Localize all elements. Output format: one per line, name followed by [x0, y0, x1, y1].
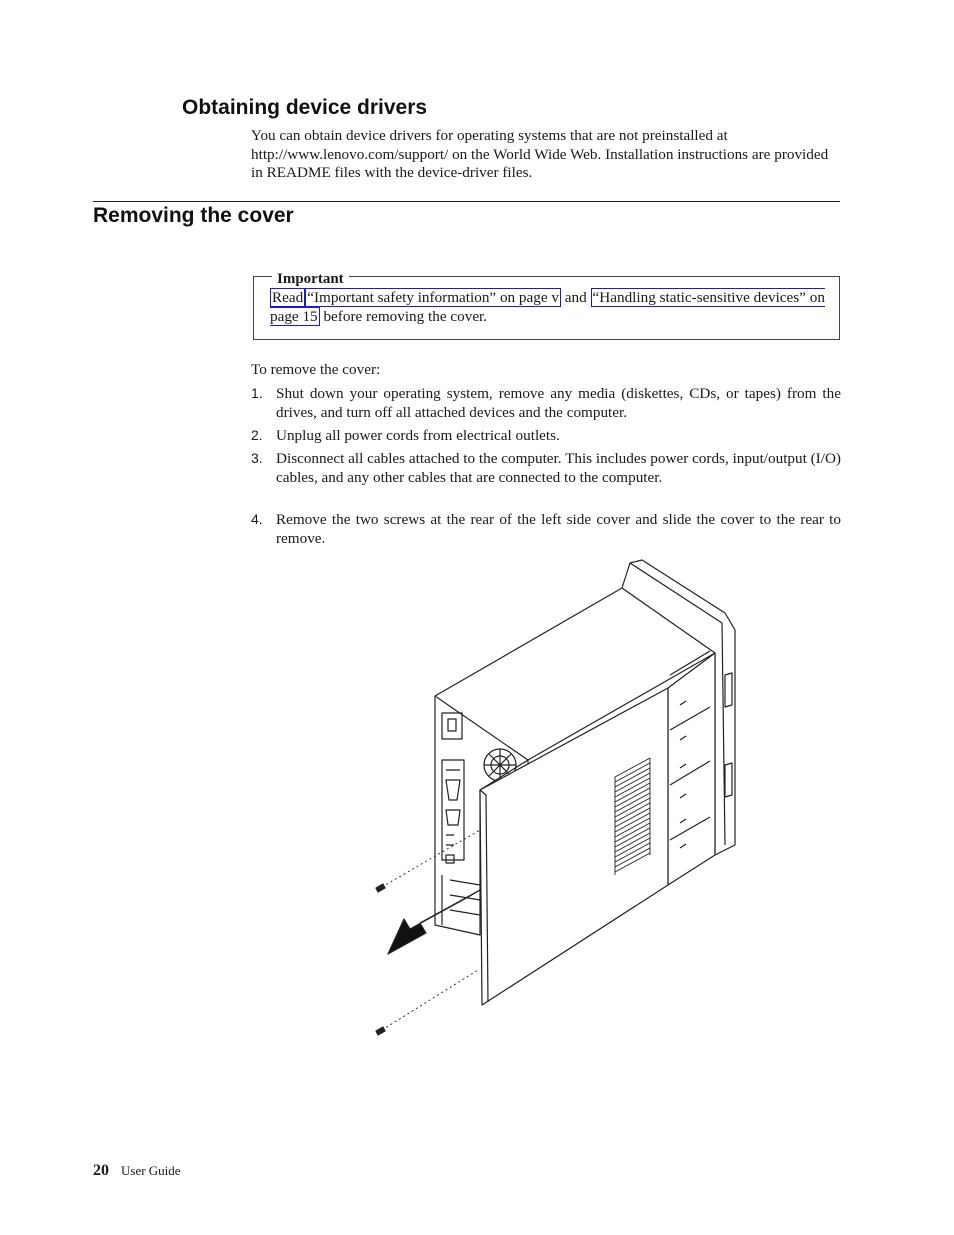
section-heading-drivers: Obtaining device drivers — [182, 96, 428, 119]
step-number: 3. — [251, 450, 263, 466]
step-item — [251, 384, 841, 422]
read-link[interactable]: Read — [272, 289, 304, 306]
step-number: 2. — [251, 427, 263, 443]
important-notice-text — [270, 288, 830, 326]
safety-info-link[interactable]: “Important safety information” on page v — [307, 289, 559, 306]
section-divider — [93, 201, 840, 202]
page-number: 20 — [93, 1162, 109, 1179]
page-footer — [93, 1162, 181, 1180]
step-text: Remove the two screws at the rear of the left side cover and slide the cover to the rear to remove. — [276, 511, 841, 547]
step-text: Unplug all power cords from electrical outlets. — [276, 427, 560, 444]
step-text: Disconnect all cables attached to the computer. This includes power cords, input/output (I/O) cables, and any other cables that are connected to the computer. — [276, 450, 841, 486]
step-item — [251, 426, 841, 445]
step-number: 4. — [251, 511, 263, 527]
footer-title: User Guide — [121, 1163, 181, 1178]
section-heading-cover: Removing the cover — [93, 204, 294, 227]
step-item — [251, 449, 841, 487]
step-item — [251, 510, 841, 548]
step-text: Shut down your operating system, remove any media (diskettes, CDs, or tapes) from the drives, and turn off all attached devices and the computer. — [276, 385, 841, 421]
drivers-paragraph: You can obtain device drivers for operating systems that are not preinstalled at http://www.lenovo.com/support/ on the World Wide Web. Installation instructions are provided in README files with the device-driver files. — [251, 127, 829, 182]
steps-intro: To remove the cover: — [251, 361, 381, 378]
static-sensitive-link[interactable]: “Handling static-sensitive devices” on page 15 — [270, 289, 825, 325]
step-number: 1. — [251, 385, 263, 401]
notice-tail: before removing the cover. — [323, 308, 488, 325]
and-text: and — [564, 289, 587, 306]
important-label: Important — [272, 270, 349, 288]
computer-cover-removal-illustration — [370, 555, 750, 1040]
